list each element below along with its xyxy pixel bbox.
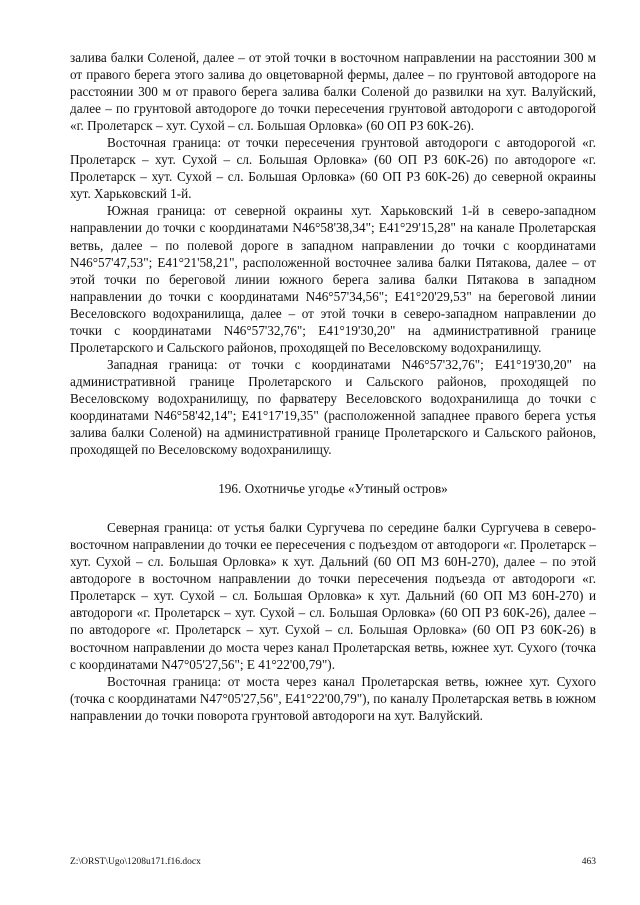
paragraph-north-border: Северная граница: от устья балки Сургучева по середине балки Сургучева в северо-восточном направлении до точки ее пересечения с подъездом от автодороги «г. Пролетарск – хут. Сухой – сл. Большая Орловка» к хут. Дальний (60 ОП МЗ 60Н-270), далее – по этой автодороге в восточном направлении до точки пересечения подъезда от автодороги «г. Пролетарск – хут. Сухой – сл. Большая Орловка» к хут. Дальний (60 ОП МЗ 60Н-270) и автодороги «г. Пролетарск – хут. Сухой – сл. Большая Орловка» (60 ОП РЗ 60К-26), далее – по автодороге «г. Пролетарск – хут. Сухой – сл. Большая Орловка» (60 ОП РЗ 60К-26) в восточном направлении до моста через канал Пролетарская ветвь, южнее хут. Сухого (точка с координатами N47°05'27,56"; E 41°22'00,79"). [70,520,596,672]
paragraph-west-border: Западная граница: от точки с координатами N46°57'32,76"; E41°19'30,20" на административной границе Пролетарского и Сальского районов, проходящей по Веселовскому водохранилищу, по фарватеру Веселовского водохранилища до точки с координатами N46°58'42,14"; E41°17'19,35" (расположенной западнее правого берега устья залива балки Соленой) на административной границе Пролетарского и Сальского районов, проходящей по Веселовскому водохранилищу. [70,356,596,458]
document-body [70,49,596,724]
file-path: Z:\ORST\Ugo\1208u171.f16.docx [70,857,201,867]
paragraph-east-border: Восточная граница: от точки пересечения грунтовой автодороги с автодорогой «г. Пролетарск – хут. Сухой – сл. Большая Орловка» (60 ОП РЗ 60К-26) по автодороге «г. Пролетарск – хут. Сухой – сл. Большая Орловка» (60 ОП РЗ 60К-26) до северной окраины хут. Харьковский 1-й. [70,135,596,202]
paragraph-continuation: залива балки Соленой, далее – от этой точки в восточном направлении на расстоянии 300 м от правого берега этого залива до овцетоварной фермы, далее – по грунтовой автодороге на расстоянии 300 м от правого берега залива балки Соленой до развилки на хут. Валуйский, далее – по грунтовой автодороге до точки пересечения грунтовой автодороги с автодорогой «г. Пролетарск – хут. Сухой – сл. Большая Орловка» (60 ОП РЗ 60К-26). [70,50,596,134]
paragraph-east-border-2: Восточная граница: от моста через канал Пролетарская ветвь, южнее хут. Сухого (точка с координатами N47°05'27,56", E41°22'00,79"), по каналу Пролетарская ветвь в южном направлении до точки поворота грунтовой автодороги на хут. Валуйский. [70,673,596,723]
page-footer [70,857,596,867]
page-number: 463 [581,857,596,867]
paragraph-south-border: Южная граница: от северной окраины хут. Харьковский 1-й в северо-западном направлении до точки с координатами N46°58'38,34"; E41°29'15,28" на канале Пролетарская ветвь, далее – по полевой дороге в западном направлении до точки с координатами N46°57'47,53"; E41°21'58,21", расположенной восточнее залива балки Пятакова, далее – от этой точки по береговой линии южного берега залива балки Пятакова в западном направлении до точки с координатами N46°57'34,56"; E41°20'29,53" на береговой линии Веселовского водохранилища, далее – от этой точки в северо-западном направлении до точки с координатами N46°57'32,76"; E41°19'30,20" на административной границе Пролетарского и Сальского районов, проходящей по Веселовскому водохранилищу. [70,203,596,355]
section-heading: 196. Охотничье угодье «Утиный остров» [218,481,448,497]
